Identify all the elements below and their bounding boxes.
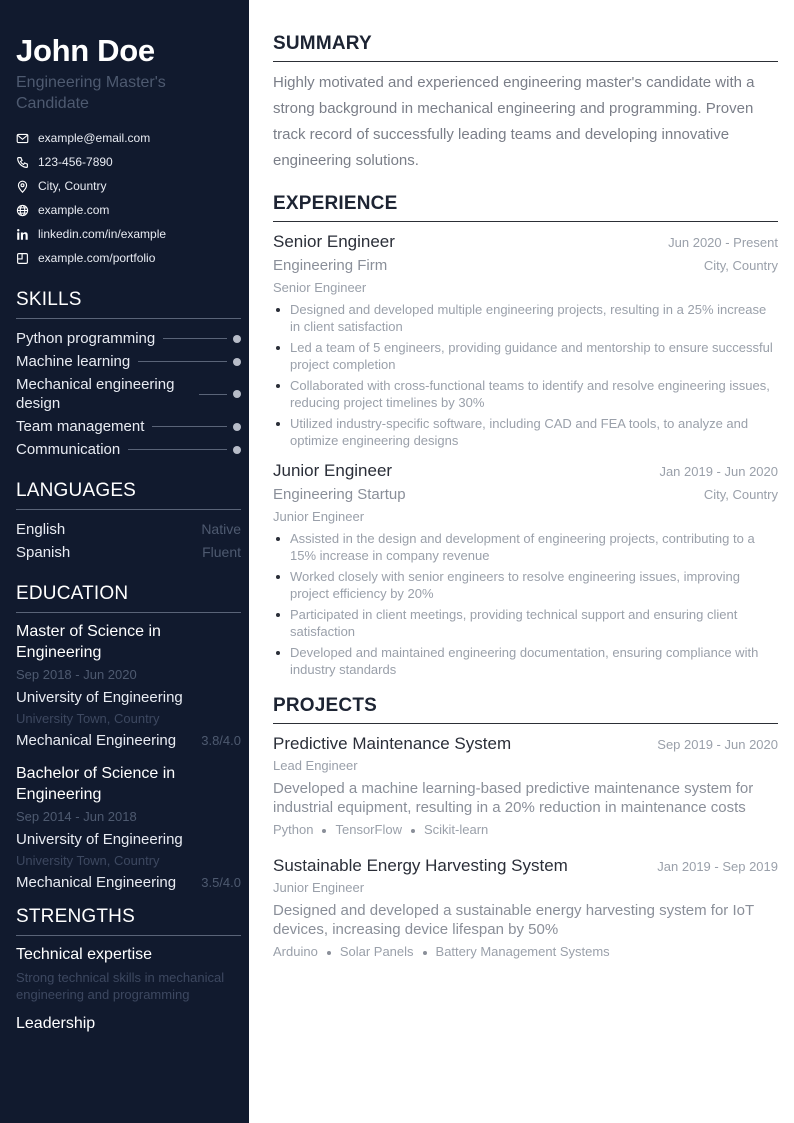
project-entry [273, 854, 778, 962]
contact-location [16, 174, 241, 198]
skill-level-dot [233, 358, 241, 366]
job-role: Junior Engineer [273, 509, 365, 524]
skill-item [16, 373, 241, 415]
job-bullet: Utilized industry-specific software, including CAD and FEA tools, to analyze and optimize engineering designs [273, 415, 778, 449]
project-tag: TensorFlow [335, 822, 402, 837]
skill-item [16, 438, 241, 461]
language-level: Fluent [202, 544, 241, 560]
skill-label: Communication [16, 441, 121, 458]
education-location: University Town, Country [16, 711, 160, 726]
project-tag: Battery Management Systems [435, 944, 610, 959]
education-field: Mechanical Engineering [16, 874, 177, 891]
education-dates: Sep 2014 - Jun 2018 [16, 809, 137, 824]
experience-heading: EXPERIENCE [273, 192, 778, 222]
contact-linkedin[interactable] [16, 222, 241, 246]
education-school: University of Engineering [16, 689, 183, 706]
language-name: Spanish [16, 544, 71, 561]
project-desc: Developed a machine learning-based predictive maintenance system for industrial equipment, resulting in a 20% reduction in maintenance costs [273, 780, 754, 816]
contact-email-text: example@email.com [38, 131, 151, 145]
job-bullet: Worked closely with senior engineers to resolve engineering issues, improving project efficiency by 20% [273, 568, 778, 602]
job-bullet: Collaborated with cross-functional teams to identify and resolve engineering issues, reducing project timelines by 30% [273, 377, 778, 411]
skill-item [16, 327, 241, 350]
mail-icon [16, 132, 38, 145]
job-bullet: Designed and developed multiple engineering projects, resulting in a 25% increase in client satisfaction [273, 301, 778, 335]
skill-level-dot [233, 423, 241, 431]
job-location: City, Country [703, 487, 778, 502]
job-location: City, Country [703, 258, 778, 273]
education-gpa: 3.8/4.0 [201, 733, 241, 748]
language-item [16, 518, 241, 541]
main-content [273, 32, 778, 976]
job-company: Engineering Startup [273, 486, 406, 503]
contact-location-text: City, Country [38, 179, 107, 193]
experience-section [273, 192, 778, 678]
skill-level-dot [233, 446, 241, 454]
strength-name: Leadership [16, 1015, 96, 1032]
education-dates: Sep 2018 - Jun 2020 [16, 667, 137, 682]
strength-item [16, 1013, 241, 1034]
summary-heading: SUMMARY [273, 32, 778, 62]
skill-label: Mechanical engineering design [16, 376, 175, 412]
skill-leader-line [152, 426, 227, 427]
education-section [16, 582, 241, 893]
job-company: Engineering Firm [273, 257, 388, 274]
skill-leader-line [163, 338, 227, 339]
language-name: English [16, 521, 66, 538]
skill-label: Team management [16, 418, 145, 435]
education-entry [16, 621, 241, 751]
contact-linkedin-text: linkedin.com/in/example [38, 227, 167, 241]
job-bullets [273, 301, 778, 449]
location-pin-icon [16, 180, 38, 193]
contact-phone-text: 123-456-7890 [38, 155, 113, 169]
portfolio-icon [16, 252, 38, 265]
skills-heading: SKILLS [16, 288, 241, 319]
skill-label: Machine learning [16, 353, 131, 370]
project-tags [273, 820, 778, 840]
project-desc: Designed and developed a sustainable energy harvesting system for IoT devices, increasing device lifespan by 50% [273, 902, 754, 938]
contact-portfolio-text: example.com/portfolio [38, 251, 156, 265]
job-bullet: Assisted in the design and development of engineering projects, contributing to a 15% increase in company revenue [273, 530, 778, 564]
projects-section [273, 694, 778, 962]
education-location: University Town, Country [16, 853, 160, 868]
project-tag: Python [273, 822, 314, 837]
project-name: Sustainable Energy Harvesting System [273, 856, 568, 875]
skill-leader-line [199, 394, 227, 395]
education-gpa: 3.5/4.0 [201, 875, 241, 890]
education-heading: EDUCATION [16, 582, 241, 613]
summary-text: Highly motivated and experienced engineering master's candidate with a strong background in mechanical engineering and programming. Proven track record of successfully leading teams and developing innovative engineering solutions. [273, 74, 755, 169]
job-dates: Jan 2019 - Jun 2020 [659, 464, 778, 479]
skill-item [16, 415, 241, 438]
globe-icon [16, 204, 38, 217]
education-school: University of Engineering [16, 831, 183, 848]
tag-separator [423, 951, 427, 955]
summary-section [273, 32, 778, 174]
strengths-section [16, 905, 241, 1034]
education-field-row [16, 873, 241, 893]
experience-entry [273, 459, 778, 678]
skill-leader-line [138, 361, 227, 362]
language-level: Native [201, 521, 241, 537]
skill-leader-line [128, 449, 227, 450]
contact-list [16, 126, 241, 270]
job-title: Senior Engineer [273, 232, 395, 251]
education-degree: Master of Science in Engineering [16, 623, 161, 661]
strength-name: Technical expertise [16, 946, 153, 963]
language-item [16, 541, 241, 564]
education-field: Mechanical Engineering [16, 732, 177, 749]
job-bullet: Led a team of 5 engineers, providing guidance and mentorship to ensure successful project completion [273, 339, 778, 373]
strength-desc: Strong technical skills in mechanical engineering and programming [16, 970, 225, 1002]
sidebar [0, 0, 249, 1123]
skill-label: Python programming [16, 330, 156, 347]
project-dates: Sep 2019 - Jun 2020 [657, 737, 778, 752]
project-role: Lead Engineer [273, 758, 358, 773]
projects-heading: PROJECTS [273, 694, 778, 724]
skill-level-dot [233, 335, 241, 343]
contact-website[interactable] [16, 198, 241, 222]
skill-level-dot [233, 390, 241, 398]
project-entry [273, 732, 778, 840]
job-role: Senior Engineer [273, 280, 367, 295]
project-tag: Arduino [273, 944, 318, 959]
job-dates: Jun 2020 - Present [668, 235, 778, 250]
tag-separator [327, 951, 331, 955]
job-bullets [273, 530, 778, 678]
strength-item [16, 944, 241, 1003]
candidate-title: Engineering Master's Candidate [16, 74, 166, 112]
contact-website-text: example.com [38, 203, 110, 217]
tag-separator [322, 829, 326, 833]
tag-separator [411, 829, 415, 833]
languages-heading: LANGUAGES [16, 479, 241, 510]
phone-icon [16, 156, 38, 169]
linkedin-icon [16, 228, 38, 241]
education-entry [16, 763, 241, 893]
contact-email[interactable] [16, 126, 241, 150]
candidate-name: John Doe [16, 33, 155, 68]
contact-phone[interactable] [16, 150, 241, 174]
education-field-row [16, 731, 241, 751]
project-tags [273, 942, 778, 962]
project-role: Junior Engineer [273, 880, 365, 895]
job-bullet: Developed and maintained engineering documentation, ensuring compliance with industry standards [273, 644, 778, 678]
strengths-heading: STRENGTHS [16, 905, 241, 936]
experience-entry [273, 230, 778, 449]
job-bullet: Participated in client meetings, providing technical support and ensuring client satisfaction [273, 606, 778, 640]
skill-item [16, 350, 241, 373]
project-dates: Jan 2019 - Sep 2019 [657, 859, 778, 874]
project-name: Predictive Maintenance System [273, 734, 512, 753]
education-degree: Bachelor of Science in Engineering [16, 765, 176, 803]
project-tag: Scikit-learn [423, 822, 489, 837]
project-tag: Solar Panels [339, 944, 414, 959]
job-title: Junior Engineer [273, 461, 393, 480]
skills-section [16, 288, 241, 461]
languages-section [16, 479, 241, 564]
contact-portfolio[interactable] [16, 246, 241, 270]
